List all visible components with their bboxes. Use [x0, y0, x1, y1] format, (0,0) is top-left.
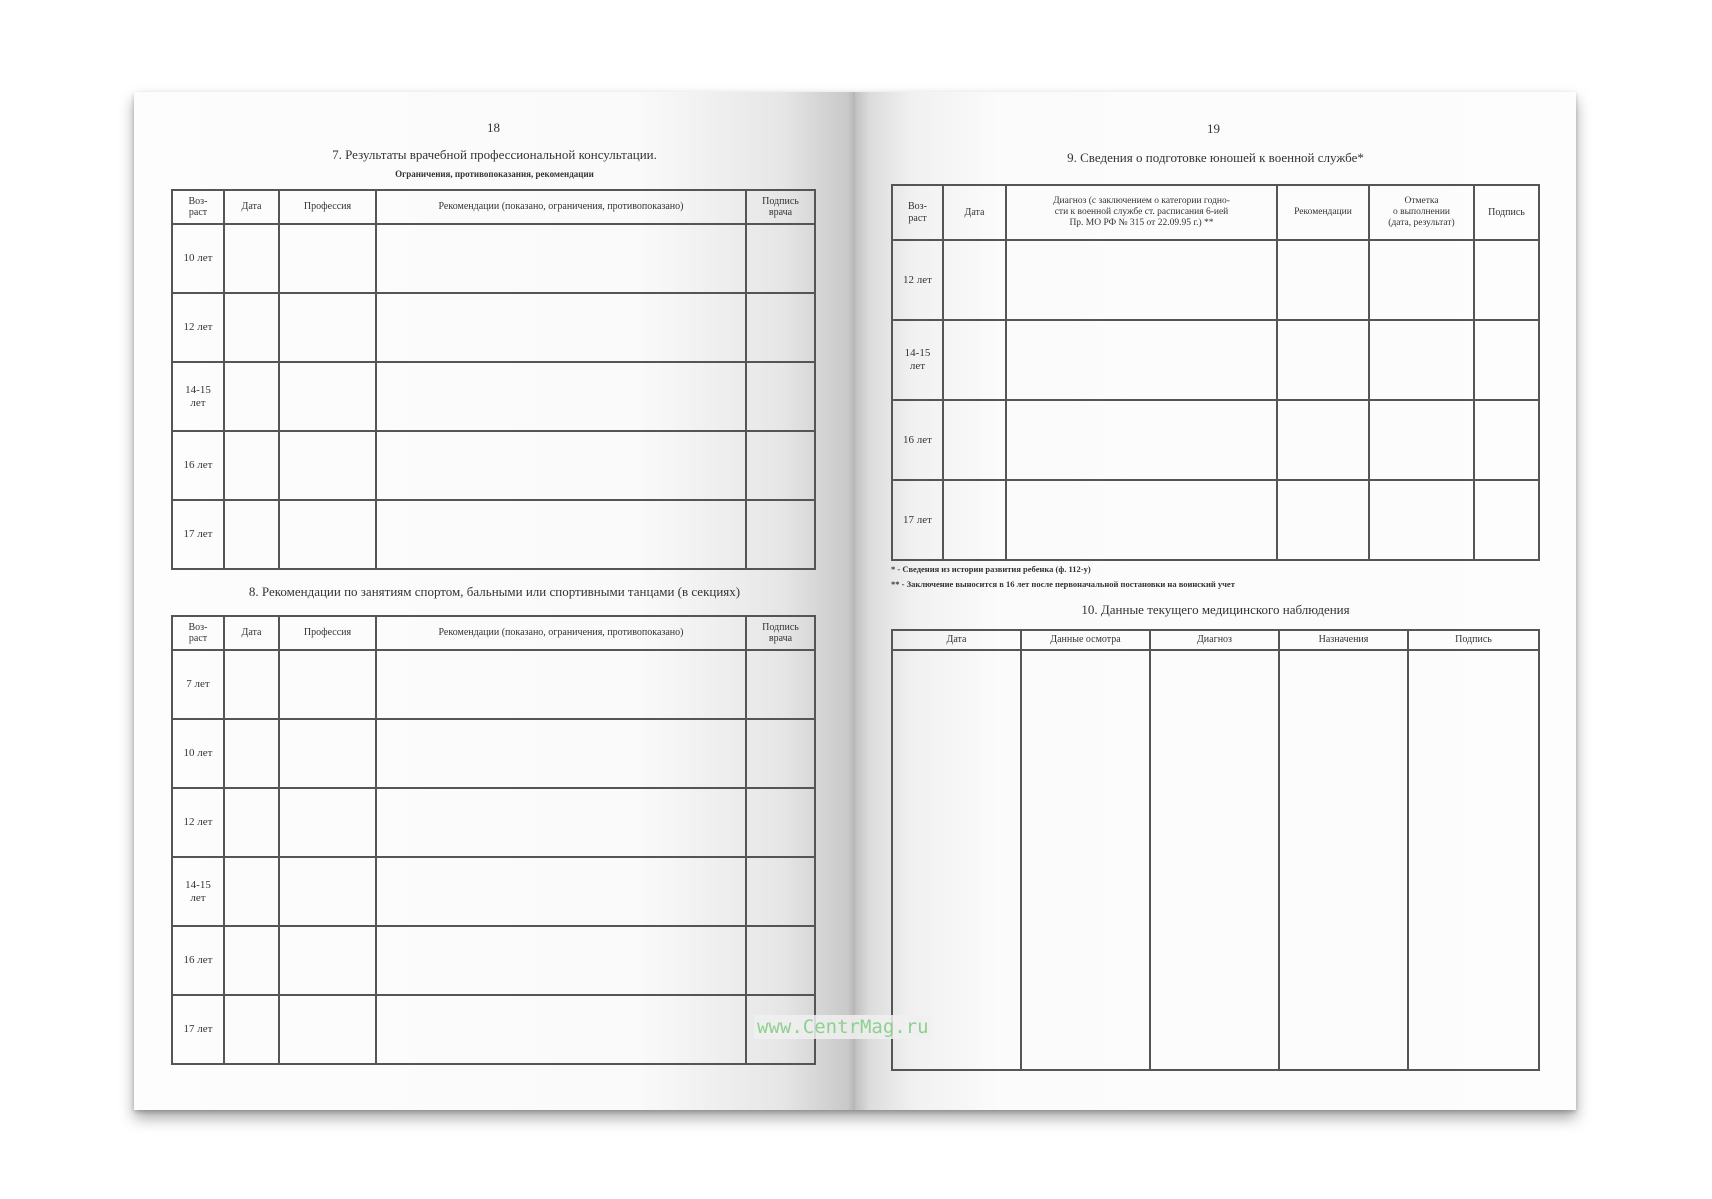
- table-row: [172, 719, 815, 788]
- signature-cell[interactable]: [746, 362, 815, 431]
- col-header-date: Дата: [943, 185, 1006, 240]
- age-cell: 16 лет: [892, 400, 943, 480]
- table-header-row: [172, 616, 815, 650]
- section8-title: 8. Рекомендации по занятиям спортом, бальными или спортивными танцами (в секциях): [248, 584, 741, 599]
- signature-cell[interactable]: [1408, 650, 1539, 1070]
- prescriptions-cell[interactable]: [1279, 650, 1408, 1070]
- date-cell[interactable]: [943, 320, 1006, 400]
- col-header-date: Дата: [892, 630, 1021, 650]
- section10-table: [891, 629, 1540, 1071]
- profession-cell[interactable]: [279, 857, 376, 926]
- recommendations-cell[interactable]: [376, 719, 746, 788]
- recommendations-cell[interactable]: [376, 431, 746, 500]
- right-page: [855, 92, 1576, 1110]
- section7-title: 7. Результаты врачебной профессиональной консультации.: [332, 147, 657, 162]
- signature-cell[interactable]: [746, 431, 815, 500]
- table-row: [892, 400, 1539, 480]
- date-cell[interactable]: [943, 240, 1006, 320]
- recommendations-cell[interactable]: [376, 362, 746, 431]
- completion-mark-cell[interactable]: [1369, 400, 1474, 480]
- date-cell[interactable]: [224, 224, 279, 293]
- signature-cell[interactable]: [746, 719, 815, 788]
- diagnosis-cell[interactable]: [1006, 240, 1277, 320]
- col-header-exam-data: Данные осмотра: [1021, 630, 1150, 650]
- page-number: 18: [487, 120, 500, 135]
- section8-table: [171, 615, 816, 1065]
- profession-cell[interactable]: [279, 650, 376, 719]
- page-number: 19: [1207, 121, 1220, 136]
- table-header-row: [172, 190, 815, 224]
- diagnosis-cell[interactable]: [1006, 480, 1277, 560]
- age-cell: 10 лет: [172, 224, 224, 293]
- age-cell: 14-15 лет: [172, 362, 224, 431]
- signature-cell[interactable]: [1474, 480, 1539, 560]
- exam-data-cell[interactable]: [1021, 650, 1150, 1070]
- age-cell: 12 лет: [172, 788, 224, 857]
- date-cell[interactable]: [943, 400, 1006, 480]
- col-header-recommendations: Рекомендации: [1277, 185, 1369, 240]
- recommendations-cell[interactable]: [1277, 240, 1369, 320]
- col-header-profession: Профессия: [279, 616, 376, 650]
- table-header-row: [892, 185, 1539, 240]
- col-header-prescriptions: Назначения: [1279, 630, 1408, 650]
- diagnosis-cell[interactable]: [1006, 320, 1277, 400]
- col-header-completion-mark: Отметка о выполнении (дата, результат): [1369, 185, 1474, 240]
- age-cell: 17 лет: [172, 995, 224, 1064]
- age-cell: 17 лет: [892, 480, 943, 560]
- age-cell: 16 лет: [172, 926, 224, 995]
- table-row: [172, 995, 815, 1064]
- section9-table: [891, 184, 1540, 561]
- completion-mark-cell[interactable]: [1369, 480, 1474, 560]
- recommendations-cell[interactable]: [376, 293, 746, 362]
- signature-cell[interactable]: [1474, 320, 1539, 400]
- signature-cell[interactable]: [746, 857, 815, 926]
- recommendations-cell[interactable]: [376, 857, 746, 926]
- table-row: [172, 788, 815, 857]
- signature-cell[interactable]: [746, 650, 815, 719]
- col-header-age: Воз- раст: [172, 616, 224, 650]
- signature-cell[interactable]: [746, 788, 815, 857]
- profession-cell[interactable]: [279, 224, 376, 293]
- completion-mark-cell[interactable]: [1369, 320, 1474, 400]
- col-header-signature: Подпись врача: [746, 190, 815, 224]
- footnote-1: * - Сведения из истории развития ребенка (ф. 112-у): [891, 564, 1091, 574]
- footnote-2: ** - Заключение выносится в 16 лет после первоначальной постановки на воинский учет: [891, 579, 1235, 589]
- table-row: [892, 240, 1539, 320]
- date-cell[interactable]: [224, 719, 279, 788]
- date-cell[interactable]: [224, 650, 279, 719]
- profession-cell[interactable]: [279, 719, 376, 788]
- section9-title: 9. Сведения о подготовке юношей к военной службе*: [1067, 150, 1364, 165]
- age-cell: 17 лет: [172, 500, 224, 569]
- age-cell: 12 лет: [892, 240, 943, 320]
- profession-cell[interactable]: [279, 431, 376, 500]
- table-row: [172, 431, 815, 500]
- col-header-diagnosis: Диагноз (с заключением о категории годно- сти к военной службе ст. расписания 6-ией Пр. МО РФ № 315 от 22.09.95 г.) **: [1006, 185, 1277, 240]
- recommendations-cell[interactable]: [376, 788, 746, 857]
- date-cell[interactable]: [224, 431, 279, 500]
- watermark: www.CentrMag.ru: [754, 1015, 932, 1039]
- date-cell[interactable]: [224, 362, 279, 431]
- table-row: [892, 320, 1539, 400]
- date-cell[interactable]: [224, 293, 279, 362]
- section10-title: 10. Данные текущего медицинского наблюдения: [1081, 602, 1350, 617]
- col-header-age: Воз- раст: [892, 185, 943, 240]
- table-row: [172, 224, 815, 293]
- col-header-signature: Подпись: [1474, 185, 1539, 240]
- age-cell: 7 лет: [172, 650, 224, 719]
- completion-mark-cell[interactable]: [1369, 240, 1474, 320]
- date-cell[interactable]: [892, 650, 1021, 1070]
- recommendations-cell[interactable]: [1277, 320, 1369, 400]
- left-page: [134, 92, 855, 1110]
- col-header-signature: Подпись врача: [746, 616, 815, 650]
- age-cell: 14-15 лет: [892, 320, 943, 400]
- profession-cell[interactable]: [279, 293, 376, 362]
- table-row: [172, 293, 815, 362]
- col-header-profession: Профессия: [279, 190, 376, 224]
- signature-cell[interactable]: [1474, 240, 1539, 320]
- col-header-diagnosis: Диагноз: [1150, 630, 1279, 650]
- date-cell[interactable]: [224, 500, 279, 569]
- col-header-date: Дата: [224, 190, 279, 224]
- col-header-date: Дата: [224, 616, 279, 650]
- date-cell[interactable]: [224, 857, 279, 926]
- col-header-recommendations: Рекомендации (показано, ограничения, противопоказано): [376, 190, 746, 224]
- section7-subtitle: Ограничения, противопоказания, рекомендации: [395, 169, 594, 179]
- table-row: [172, 650, 815, 719]
- profession-cell[interactable]: [279, 362, 376, 431]
- section7-table: [171, 189, 816, 570]
- table-row: [172, 500, 815, 569]
- date-cell[interactable]: [224, 926, 279, 995]
- table-row: [892, 650, 1539, 1070]
- col-header-recommendations: Рекомендации (показано, ограничения, противопоказано): [376, 616, 746, 650]
- col-header-signature: Подпись: [1408, 630, 1539, 650]
- age-cell: 16 лет: [172, 431, 224, 500]
- age-cell: 10 лет: [172, 719, 224, 788]
- table-row: [172, 926, 815, 995]
- recommendations-cell[interactable]: [1277, 400, 1369, 480]
- recommendations-cell[interactable]: [376, 926, 746, 995]
- recommendations-cell[interactable]: [376, 500, 746, 569]
- book-spread: [134, 92, 1576, 1110]
- signature-cell[interactable]: [746, 500, 815, 569]
- table-row: [892, 480, 1539, 560]
- age-cell: 12 лет: [172, 293, 224, 362]
- profession-cell[interactable]: [279, 500, 376, 569]
- date-cell[interactable]: [943, 480, 1006, 560]
- diagnosis-cell[interactable]: [1006, 400, 1277, 480]
- table-row: [172, 857, 815, 926]
- diagnosis-cell[interactable]: [1150, 650, 1279, 1070]
- signature-cell[interactable]: [746, 926, 815, 995]
- recommendations-cell[interactable]: [376, 224, 746, 293]
- profession-cell[interactable]: [279, 788, 376, 857]
- recommendations-cell[interactable]: [1277, 480, 1369, 560]
- table-header-row: [892, 630, 1539, 650]
- col-header-age: Воз- раст: [172, 190, 224, 224]
- profession-cell[interactable]: [279, 995, 376, 1064]
- profession-cell[interactable]: [279, 926, 376, 995]
- signature-cell[interactable]: [746, 224, 815, 293]
- date-cell[interactable]: [224, 995, 279, 1064]
- recommendations-cell[interactable]: [376, 650, 746, 719]
- date-cell[interactable]: [224, 788, 279, 857]
- table-row: [172, 362, 815, 431]
- recommendations-cell[interactable]: [376, 995, 746, 1064]
- signature-cell[interactable]: [746, 293, 815, 362]
- signature-cell[interactable]: [1474, 400, 1539, 480]
- age-cell: 14-15 лет: [172, 857, 224, 926]
